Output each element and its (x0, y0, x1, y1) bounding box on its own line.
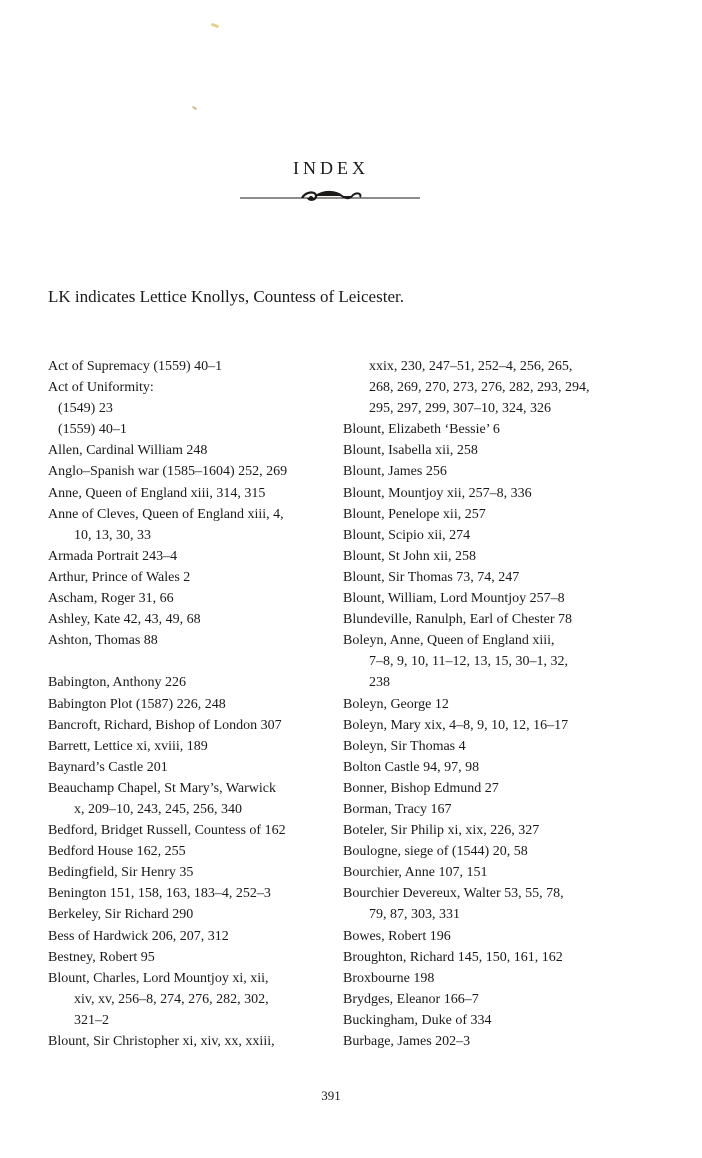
index-column-right (343, 356, 643, 1052)
index-entry: Blount, Sir Christopher xi, xiv, xx, xxiii, (48, 1034, 275, 1049)
index-entry: Anne, Queen of England xiii, 314, 315 (48, 485, 266, 501)
index-entry: Ashley, Kate 42, 43, 49, 68 (48, 612, 201, 628)
index-entry: Blount, James 256 (343, 464, 447, 480)
index-entry-continuation: 238 (369, 675, 390, 691)
ornament-divider-icon (240, 187, 420, 207)
index-entry: Ashton, Thomas 88 (48, 633, 158, 649)
page-title: INDEX (293, 158, 369, 179)
index-entry: Benington 151, 158, 163, 183–4, 252–3 (48, 886, 271, 902)
index-entry: Blount, Charles, Lord Mountjoy xi, xii, (48, 970, 269, 986)
index-entry-continuation: xiv, xv, 256–8, 274, 276, 282, 302, (74, 991, 269, 1007)
index-entry: Bedford House 162, 255 (48, 844, 186, 860)
index-entry-continuation: x, 209–10, 243, 245, 256, 340 (74, 801, 242, 817)
index-entry: Bourchier, Anne 107, 151 (343, 865, 488, 881)
index-entry: Arthur, Prince of Wales 2 (48, 569, 191, 585)
index-entry: Blount, Scipio xii, 274 (343, 527, 471, 543)
index-entry-continuation: 7–8, 9, 10, 11–12, 13, 15, 30–1, 32, (369, 654, 568, 670)
index-entry: Baynard’s Castle 201 (48, 759, 168, 775)
index-entry: Blount, Penelope xii, 257 (343, 506, 486, 522)
index-entry: Bedford, Bridget Russell, Countess of 162 (48, 823, 286, 839)
index-entry: Ascham, Roger 31, 66 (48, 591, 174, 607)
index-entry: Blount, Mountjoy xii, 257–8, 336 (343, 485, 532, 501)
index-subentry: (1559) 40–1 (58, 422, 127, 438)
index-entry: Berkeley, Sir Richard 290 (48, 907, 194, 923)
index-entry: Act of Supremacy (1559) 40–1 (48, 359, 223, 374)
index-entry-continuation: 321–2 (74, 1012, 109, 1028)
index-entry: Bourchier Devereux, Walter 53, 55, 78, (343, 886, 564, 902)
index-entry-continuation: 295, 297, 299, 307–10, 324, 326 (369, 401, 551, 417)
index-entry: Blount, Isabella xii, 258 (343, 443, 478, 459)
index-entry: Bolton Castle 94, 97, 98 (343, 759, 480, 775)
index-entry: Blount, St John xii, 258 (343, 548, 477, 564)
index-entry: Bestney, Robert 95 (48, 949, 155, 965)
index-entry: Act of Uniformity: (48, 380, 154, 396)
index-entry: Babington Plot (1587) 226, 248 (48, 696, 226, 712)
page-number: 391 (321, 1088, 341, 1103)
index-entry-continuation: 10, 13, 30, 33 (74, 527, 151, 543)
index-entry: Blount, Elizabeth ‘Bessie’ 6 (343, 422, 500, 438)
paper-speck (192, 106, 197, 111)
index-entry: Allen, Cardinal William 248 (48, 443, 208, 459)
index-column-left (48, 356, 343, 1052)
index-entry: Boleyn, Mary xix, 4–8, 9, 10, 12, 16–17 (343, 717, 569, 733)
index-entry: Bowes, Robert 196 (343, 928, 451, 944)
index-entry: Bess of Hardwick 206, 207, 312 (48, 928, 229, 944)
index-entry: Bedingfield, Sir Henry 35 (48, 865, 194, 881)
index-entry: Burbage, James 202–3 (343, 1034, 471, 1049)
index-entry-continuation: xxix, 230, 247–51, 252–4, 256, 265, (369, 359, 573, 374)
index-entry: Borman, Tracy 167 (343, 801, 452, 817)
paper-speck (211, 23, 220, 29)
index-entry: Anglo–Spanish war (1585–1604) 252, 269 (48, 464, 288, 480)
index-entry: Beauchamp Chapel, St Mary’s, Warwick (48, 780, 277, 796)
index-entry: Bonner, Bishop Edmund 27 (343, 780, 499, 796)
index-entry: Boleyn, George 12 (343, 696, 449, 712)
index-note: LK indicates Lettice Knollys, Countess of Leicester. (48, 287, 404, 306)
index-entry: Blount, Sir Thomas 73, 74, 247 (343, 569, 520, 585)
index-entry: Boleyn, Anne, Queen of England xiii, (343, 633, 555, 649)
index-entry: Buckingham, Duke of 334 (343, 1012, 492, 1028)
index-entry: Anne of Cleves, Queen of England xiii, 4, (48, 506, 284, 522)
index-subentry: (1549) 23 (58, 401, 113, 417)
index-entry: Blundeville, Ranulph, Earl of Chester 78 (343, 612, 573, 628)
letter-section-gap (48, 651, 343, 672)
index-entry: Bancroft, Richard, Bishop of London 307 (48, 717, 282, 733)
index-entry: Boteler, Sir Philip xi, xix, 226, 327 (343, 823, 540, 839)
index-entry: Barrett, Lettice xi, xviii, 189 (48, 738, 208, 754)
index-entry: Broxbourne 198 (343, 970, 435, 986)
index-entry-continuation: 79, 87, 303, 331 (369, 907, 460, 923)
index-entry: Broughton, Richard 145, 150, 161, 162 (343, 949, 563, 965)
index-entry: Boleyn, Sir Thomas 4 (343, 738, 466, 754)
index-entry: Brydges, Eleanor 166–7 (343, 991, 479, 1007)
index-entry-continuation: 268, 269, 270, 273, 276, 282, 293, 294, (369, 380, 590, 396)
index-entry: Boulogne, siege of (1544) 20, 58 (343, 844, 528, 860)
index-entry: Armada Portrait 243–4 (48, 548, 178, 564)
index-entry: Blount, William, Lord Mountjoy 257–8 (343, 591, 565, 607)
index-entry: Babington, Anthony 226 (48, 675, 187, 691)
